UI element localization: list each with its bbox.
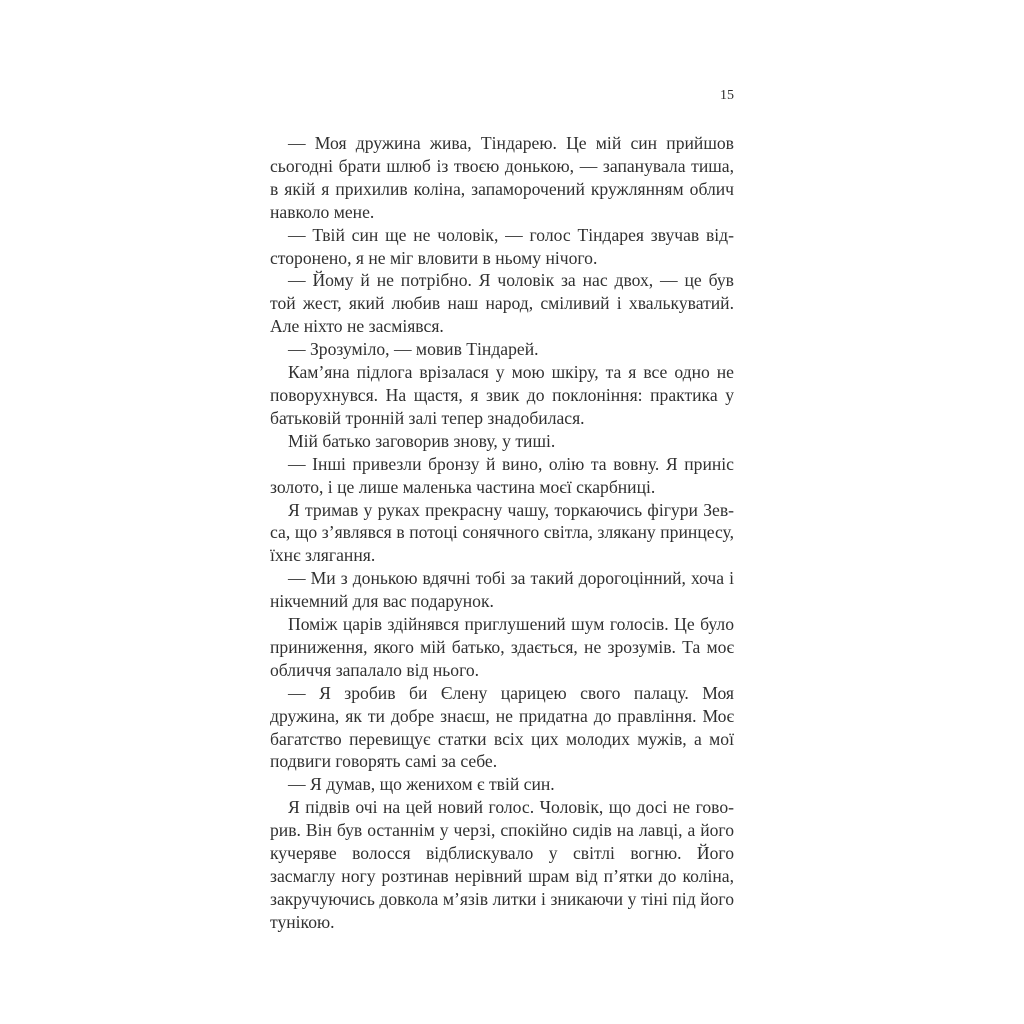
paragraph: Кам’яна підлога врізалася у мою шкіру, та я все одно не поворухнувся. На щастя, я звик до поклоніння: практика у батьковій тронній залі тепер знадобилася. <box>270 362 734 428</box>
body-text <box>270 132 734 934</box>
paragraph: — Я думав, що женихом є твій син. <box>288 774 555 795</box>
paragraph: — Ми з донькою вдячні тобі за такий дорогоцінний, хоча і нікчемний для вас подарунок. <box>270 568 734 612</box>
paragraph: — Я зробив би Єлену царицею свого палацу. Моя дружина, як ти добре знаєш, не придатна до правління. Моє багатство перевищує статки всіх цих молодих мужів, а мої подвиги говорять самі за себе. <box>270 682 734 772</box>
paragraph: — Йому й не потрібно. Я чоловік за нас двох, — це був той жест, який любив наш народ, сміливий і хвалькуватий. Але ніхто не засміявся. <box>270 270 734 337</box>
paragraph: Я тримав у руках прекрасну чашу, торкаючись фігури Зевса, що з’являвся в потоці сонячного світла, злякану принцесу, їхнє злягання. <box>270 499 734 566</box>
paragraph: — Зрозуміло, — мовив Тіндарей. <box>288 339 539 360</box>
paragraph: Мій батько заговорив знову, у тиші. <box>288 430 556 451</box>
paragraph: — Інші привезли бронзу й вино, олію та вовну. Я приніс золото, і це лише маленька частина моєї скарбниці. <box>270 453 734 497</box>
paragraph: — Моя дружина жива, Тіндарею. Це мій син прийшов сьогодні брати шлюб із твоєю донькою, — запанувала тиша, в якій я прихилив коліна, запаморочений кружлянням облич навколо мене. <box>270 133 734 222</box>
paragraph: Я підвів очі на цей новий голос. Чоловік, що досі не говорив. Він був останнім у черзі, спокійно сидів на лавці, а його кучеряве волосся відблискувало у світлі вогню. Його засмаглу ногу розтинав нерівний шрам від п’ятки до коліна, закручуючись довкола м’язів литки і зникаючи у тіні під його тунікою. <box>270 797 734 932</box>
paragraph: Поміж царів здійнявся приглушений шум голосів. Це було приниження, якого мій батько, здається, не зрозумів. Та моє обличчя запалало від нього. <box>270 614 734 680</box>
paragraph: — Твій син ще не чоловік, — голос Тіндарея звучав відсторонено, я не міг вловити в ньому нічого. <box>270 224 734 268</box>
page-number: 15 <box>720 88 734 103</box>
